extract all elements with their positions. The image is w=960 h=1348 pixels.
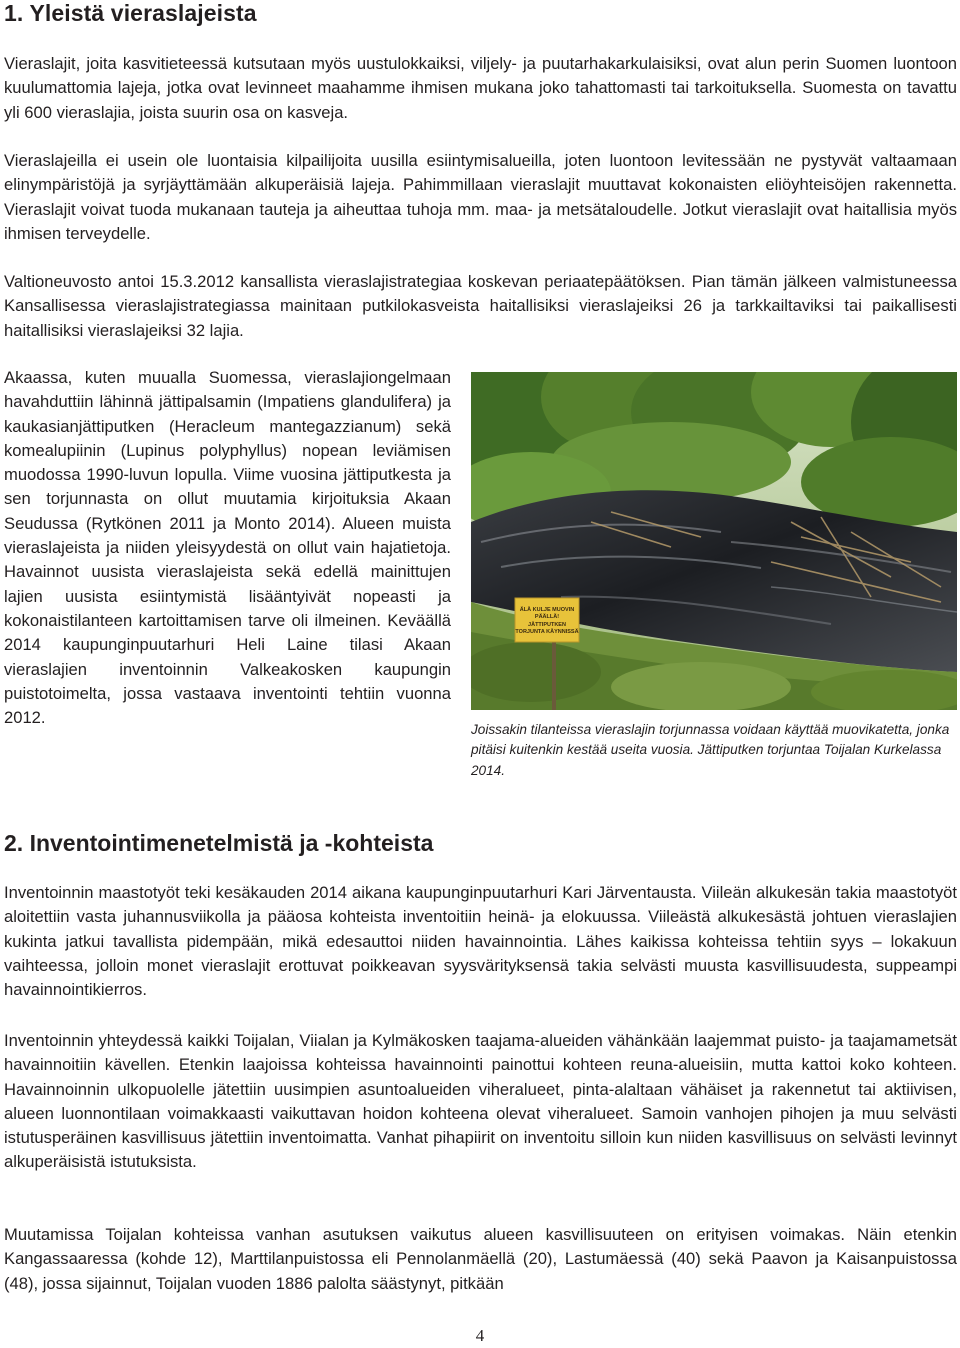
figure-caption: Joissakin tilanteissa vieraslajin torjunnassa voidaan käyttää muovikatetta, jonka pitäisi kuitenkin kestää useita vuosia. Jättiputken torjuntaa Toijalan Kurkelassa 2014. bbox=[471, 722, 950, 778]
svg-text:JÄTTIPUTKEN: JÄTTIPUTKEN bbox=[528, 622, 566, 628]
section-1-heading: 1. Yleistä vieraslajeista bbox=[4, 0, 257, 26]
survey-scope-paragraph: Inventoinnin yhteydessä kaikki Toijalan, Viialan ja Kylmäkosken taajama-alueiden vähänkään laajemmat puisto- ja taajamametsät havainnoitiin kävellen. Etenkin laajoissa kohteissa havainnointi painottui kohteen reuna-alueisiin, mutta kattoi koko kohteen. Havainnoinnin ulkopuolelle jätettiin uusimpien asuntoalueiden viheralueet, pinta-alaltaan vähäiset ja rakennetut tai aktiivisen, alueen luonnontilaan voimakkaasti vaikuttavan hoidon kohteena olevat viheralueet. Samoin vanhojen pihojen ja muu selvästi istutusperäinen kasvillisuus jätettiin inventoimatta. Vanhat pihapiirit on inventoitu silloin kun niiden kasvillisuus on selvästi levinnyt alkuperäisistä istutuksista. bbox=[4, 1031, 957, 1172]
competitors-paragraph: Vieraslajeilla ei usein ole luontaisia kilpailijoita uusilla esiintymisalueilla, joten luontoon levitessään ne pystyvät valtaamaan elinympäristöjä ja syrjäyttämään alkuperäisiä lajeja. Pahimmillaan vieraslajit muuttavat kokonaisten eliöyhteisöjen rakennetta. Vieraslajit voivat tuoda mukanaan tauteja ja aiheuttaa tuhoja mm. maa- ja metsätaloudelle. Jotkut vieraslajit ovat haitallisia myös ihmisen terveydelle. bbox=[4, 151, 957, 243]
old-settlement-paragraph: Muutamissa Toijalan kohteissa vanhan asutuksen vaikutus alueen kasvillisuuteen on erityisen voimakas. Näin etenkin Kangassaaressa (kohde 12), Marttilanpuistossa eli Pennolanmäellä (20), Lastumäessä (40) sekä Paavon ja Kaisanpuistossa (48), jossa sijainnut, Toijalan vuoden 1886 palolta säästynyt, pitkään bbox=[4, 1225, 957, 1293]
page-number: 4 bbox=[475, 1326, 485, 1345]
plastic-mulch-photo bbox=[471, 372, 957, 710]
fieldwork-paragraph: Inventoinnin maastotyöt teki kesäkauden 2014 aikana kaupunginpuutarhuri Kari Järventausta. Viileän alkukesän takia maastotyöt aloitettiin vasta juhannusviikolla ja pääosa kohteista inventoitiin heinä- ja elokuussa. Viileästä alkukesästä johtuen vieraslajien kukinta jatkui tavallista pidempään, mikä edesauttoi niiden havainnointia. Lähes kaikissa kohteissa tehtiin syys – lokakuun vaihteessa, jolloin monet vieraslajit erottuvat poikkeavan syysvärityksensä takia selvästi muusta kasvillisuudesta, suppeampi havainnointikierros. bbox=[4, 883, 957, 1000]
strategy-paragraph: Valtioneuvosto antoi 15.3.2012 kansallista vieraslajistrategiaa koskevan periaatepäätöksen. Pian tämän jälkeen valmistuneessa Kansallisessa vieraslajistrategiassa mainitaan putkilokasveista haitallisiksi vieraslajeiksi 26 ja tarkkailtaviksi tai paikallisesti haitallisiksi vieraslajeiksi 32 lajia. bbox=[4, 272, 957, 340]
intro-paragraph: Vieraslajit, joita kasvitieteessä kutsutaan myös uustulokkaiksi, viljely- ja puutarhakarkulaisiksi, ovat alun perin Suomen luontoon kuulumattomia lajeja, jotka ovat levinneet maahamme ihmisen mukana joko tahattomasti tai tarkoituksella. Suomesta on tavattu yli 600 vieraslajia, joista suurin osa on kasveja. bbox=[4, 54, 957, 122]
svg-text:ÄLÄ KULJE MUOVIN: ÄLÄ KULJE MUOVIN bbox=[519, 607, 575, 613]
section-2-heading: 2. Inventointimenetelmistä ja -kohteista bbox=[4, 830, 434, 856]
svg-text:TORJUNTA KÄYNNISSÄ: TORJUNTA KÄYNNISSÄ bbox=[515, 629, 579, 635]
svg-text:PÄÄLLÄ!: PÄÄLLÄ! bbox=[534, 614, 560, 620]
akaa-paragraph: Akaassa, kuten muualla Suomessa, vieraslajiongelmaan havahduttiin lähinnä jättipalsamin (Impatiens glandulifera) ja kaukasianjättiputken (Heracleum mantegazzianum) sekä komealupiinin (Lupinus polyphyllus) nopean leviämisen muodossa 1990-luvun lopulla. Viime vuosina jättiputkesta ja sen torjunnasta on ollut muutamia kirjoituksia Akaan Seudussa (Rytkönen 2011 ja Monto 2014). Alueen muista vieraslajeista ja niiden yleisyydestä on ollut vain hajatietoja. Havainnot uusista vieraslajeista sekä edellä mainittujen lajien uusista esiintymistä lisääntyivät nopeasti ja kokonaistilanteen kartoittamisen tarve oli ilmeinen. Keväällä 2014 kaupunginpuutarhuri Heli Laine tilasi Akaan vieraslajien inventoinnin Valkeakosken kaupungin puistotoimelta, jossa vastaava inventointi tehtiin vuonna 2012. bbox=[4, 368, 451, 728]
